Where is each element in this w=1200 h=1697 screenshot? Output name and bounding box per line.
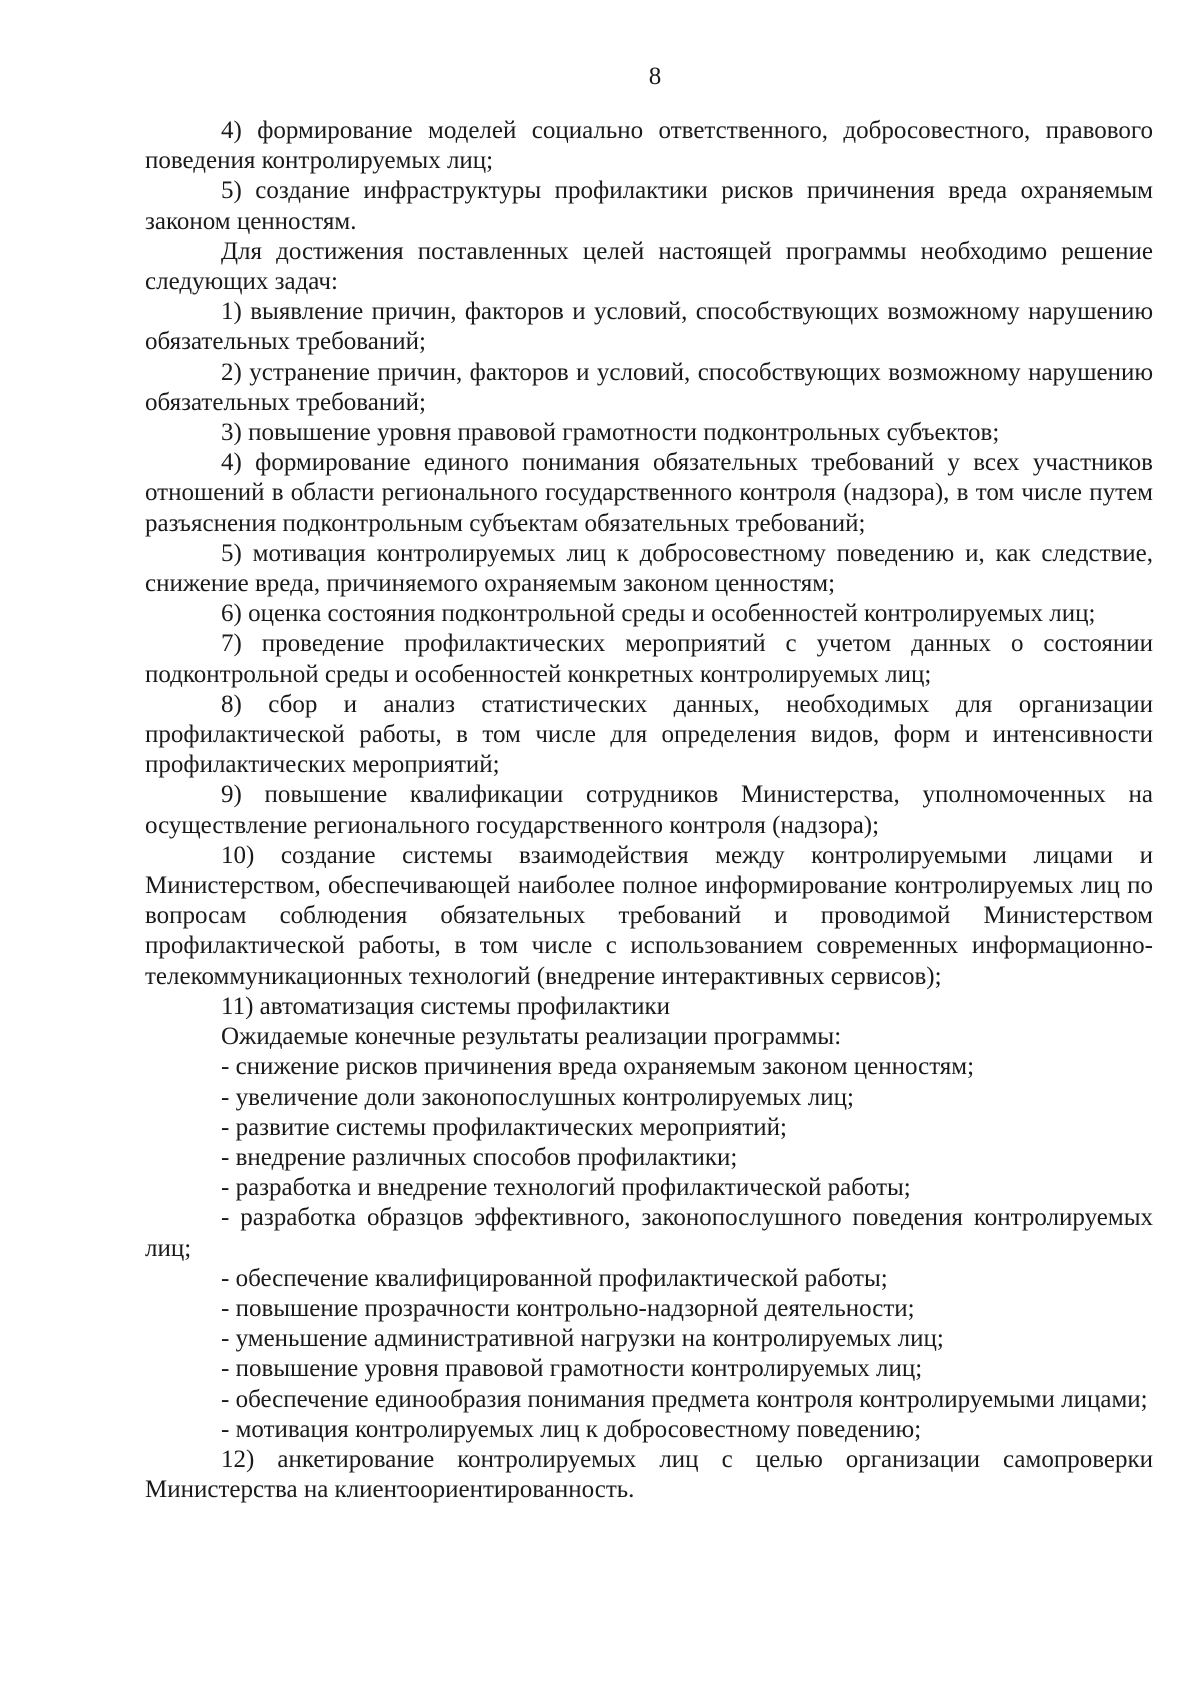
paragraph-task-11: 11) автоматизация системы профилактики <box>221 992 671 1020</box>
paragraph-task-5: 5) мотивация контролируемых лиц к добросовестному поведению и, как следствие, снижение вреда, причиняемого охраняемым законом ценностям; <box>145 539 1153 598</box>
paragraph-result-item: - мотивация контролируемых лиц к добросовестному поведению; <box>221 1415 922 1443</box>
paragraph-result-item: - разработка образцов эффективного, законопослушного поведения контролируемых лиц; <box>145 1204 1153 1262</box>
paragraph-task-2: 2) устранение причин, факторов и условий, способствующих возможному нарушению обязательных требований; <box>145 358 1153 416</box>
document-body <box>145 116 1153 1505</box>
paragraph-result-item: - снижение рисков причинения вреда охраняемым законом ценностям; <box>221 1053 975 1081</box>
paragraph-task-9: 9) повышение квалификации сотрудников Министерства, уполномоченных на осуществление регионального государственного контроля (надзора); <box>145 781 1153 839</box>
paragraph-task-12: 12) анкетирование контролируемых лиц с целью организации самопроверки Министерства на клиентоориентированность. <box>145 1445 1153 1504</box>
paragraph-result-item: - обеспечение квалифицированной профилактической работы; <box>221 1264 888 1292</box>
paragraph-tasks-intro: Для достижения поставленных целей настоящей программы необходимо решение следующих задач: <box>145 237 1153 296</box>
paragraph-task-8: 8) сбор и анализ статистических данных, необходимых для организации профилактической работы, в том числе для определения видов, форм и интенсивности профилактических мероприятий; <box>145 690 1153 779</box>
paragraph-result-item: - увеличение доли законопослушных контролируемых лиц; <box>221 1083 854 1111</box>
paragraph-result-item: - уменьшение административной нагрузки на контролируемых лиц; <box>221 1325 944 1353</box>
paragraph-results-intro: Ожидаемые конечные результаты реализации программы: <box>221 1023 842 1051</box>
paragraph-task-7: 7) проведение профилактических мероприятий с учетом данных о состоянии подконтрольной среды и особенностей конкретных контролируемых лиц; <box>145 630 1153 688</box>
paragraph-result-item: - развитие системы профилактических мероприятий; <box>221 1113 787 1141</box>
paragraph-task-1: 1) выявление причин, факторов и условий, способствующих возможному нарушению обязательных требований; <box>145 298 1153 356</box>
paragraph-result-item: - внедрение различных способов профилактики; <box>221 1143 738 1171</box>
paragraph-result-item: - разработка и внедрение технологий профилактической работы; <box>221 1174 911 1202</box>
paragraph-task-4: 4) формирование единого понимания обязательных требований у всех участников отношений в области регионального государственного контроля (надзора), в том числе путем разъяснения подконтрольным субъектам обязательных требований; <box>145 449 1153 537</box>
paragraph-result-item: - обеспечение единообразия понимания предмета контроля контролируемыми лицами; <box>221 1385 1148 1413</box>
paragraph-task-10: 10) создание системы взаимодействия между контролируемыми лицами и Министерством, обеспечивающей наиболее полное информирование контролируемых лиц по вопросам соблюдения обязательных требований и проводимой Министерством профилактической работы, в том числе с использованием современных информационно-телекоммуникационных технологий (внедрение интерактивных сервисов); <box>145 841 1153 990</box>
paragraph-task-3: 3) повышение уровня правовой грамотности подконтрольных субъектов; <box>221 419 1000 447</box>
paragraph-result-item: - повышение прозрачности контрольно-надзорной деятельности; <box>221 1294 915 1322</box>
paragraph-goal-4: 4) формирование моделей социально ответственного, добросовестного, правового поведения контролируемых лиц; <box>145 117 1153 175</box>
paragraph-task-6: 6) оценка состояния подконтрольной среды и особенностей контролируемых лиц; <box>221 600 1096 628</box>
paragraph-goal-5: 5) создание инфраструктуры профилактики рисков причинения вреда охраняемым законом ценностям. <box>145 177 1153 235</box>
page-number: 8 <box>648 63 662 90</box>
paragraph-result-item: - повышение уровня правовой грамотности контролируемых лиц; <box>221 1355 923 1383</box>
